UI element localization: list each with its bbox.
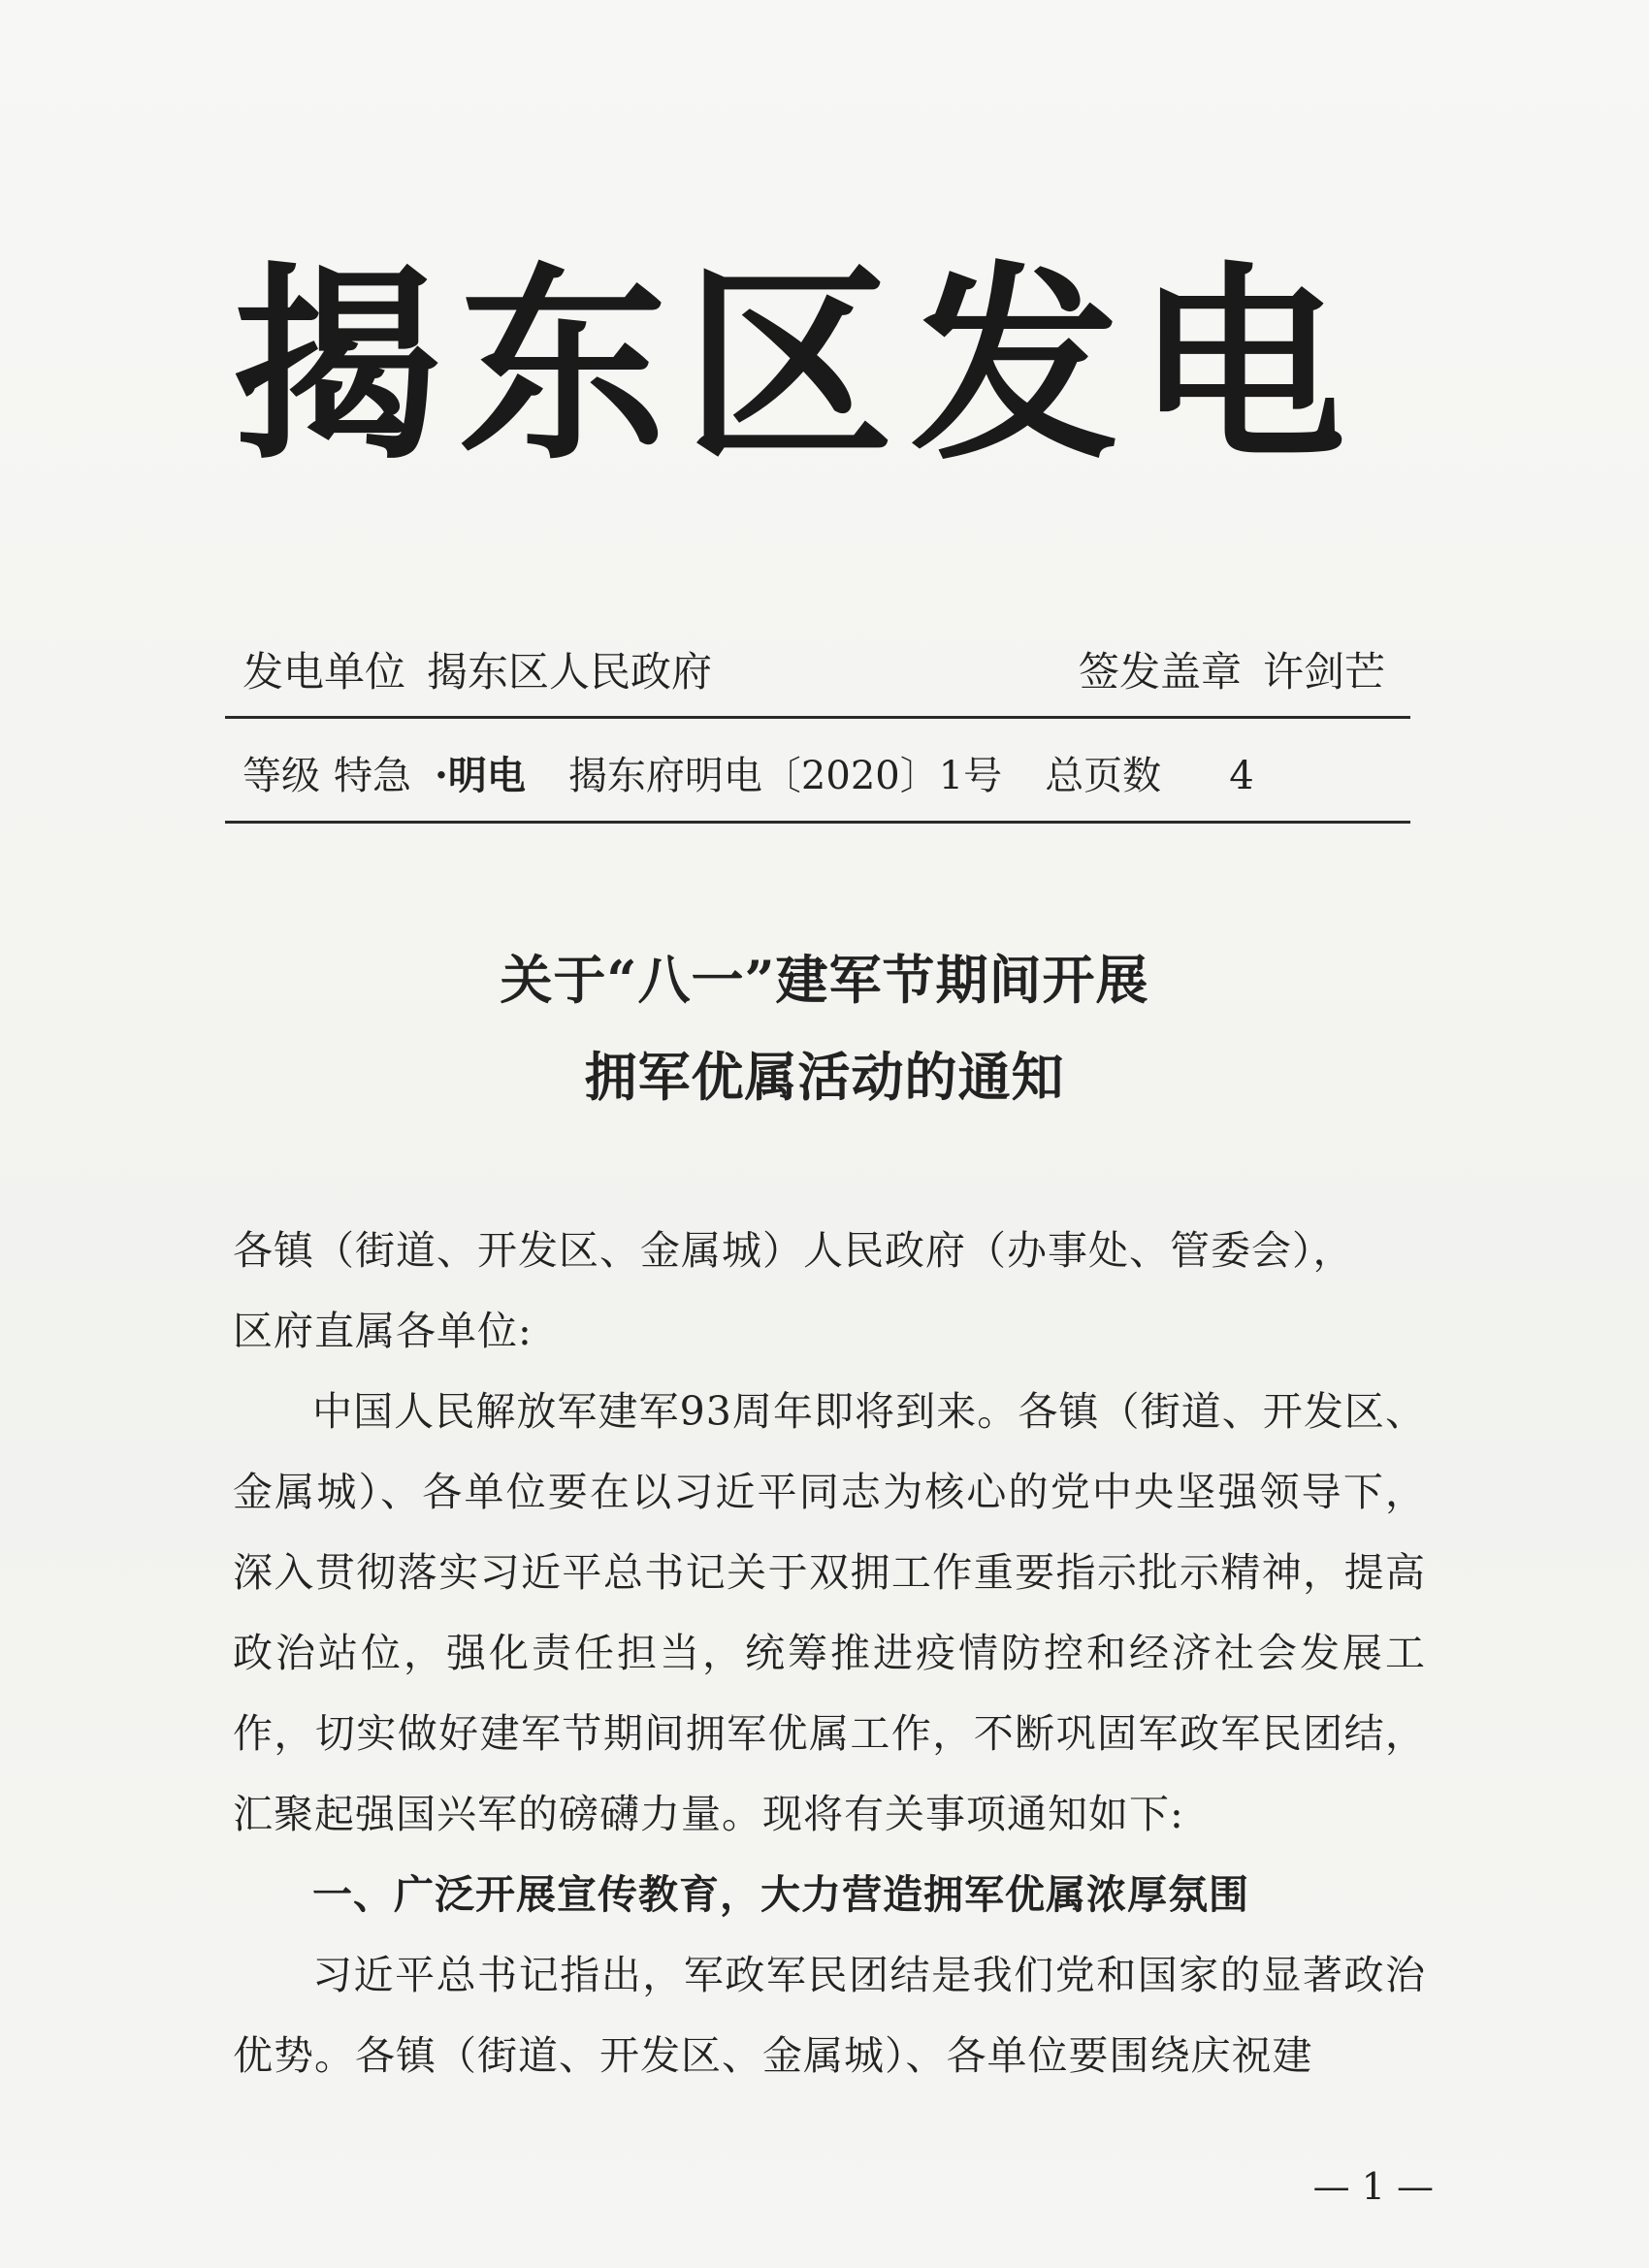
paragraph-intro: 中国人民解放军建军93周年即将到来。各镇（街道、开发区、金属城）、各单位要在以习近平同志为核心的党中央坚强领导下，深入贯彻落实习近平总书记关于双拥工作重要指示批示精神，提高政治站位，强化责任担当，统筹推进疫情防控和经济社会发展工作，切实做好建军节期间拥军优属工作，不断巩固军政军民团结，汇聚起强国兴军的磅礴力量。现将有关事项通知如下: (233, 1388, 1426, 1837)
signer (1079, 640, 1406, 698)
issuing-unit-label: 发电单位 (242, 648, 406, 696)
masthead-title: 揭东区发电 (233, 244, 1363, 488)
page-number: — 1 — (1312, 2165, 1434, 2208)
document-body (233, 1211, 1426, 2096)
grade-label: 等级 (242, 754, 320, 798)
plain-telegram: ·明电 (435, 753, 526, 798)
addressee-line2: 区府直属各单位: (233, 1308, 533, 1354)
pages-label: 总页数 (1045, 754, 1162, 798)
pages-value: 4 (1229, 754, 1254, 798)
paragraph-section1: 习近平总书记指出，军政军民团结是我们党和国家的显著政治优势。各镇（街道、开发区、金属城）、各单位要围绕庆祝建 (233, 1952, 1426, 2079)
signer-value: 许剑芒 (1262, 648, 1385, 696)
header-rule-bottom (225, 821, 1410, 824)
meta-row (242, 745, 1406, 800)
issuing-unit (242, 640, 733, 698)
grade-value: 特急 (334, 754, 411, 798)
signer-label: 签发盖章 (1078, 648, 1242, 696)
document-number: 揭东府明电〔2020〕1号 (567, 754, 1003, 798)
document-title-line2: 拥军优属活动的通知 (584, 1046, 1065, 1108)
issuing-unit-value: 揭东区人民政府 (427, 648, 713, 696)
addressee-line1: 各镇（街道、开发区、金属城）人民政府（办事处、管委会）， (233, 1227, 1354, 1274)
header-rule-top (225, 716, 1410, 719)
issuer-row (242, 640, 1406, 698)
document-title-line1: 关于“八一”建军节期间开展 (500, 949, 1149, 1011)
section-heading-1: 一、广泛开展宣传教育，大力营造拥军优属浓厚氛围 (312, 1871, 1249, 1918)
